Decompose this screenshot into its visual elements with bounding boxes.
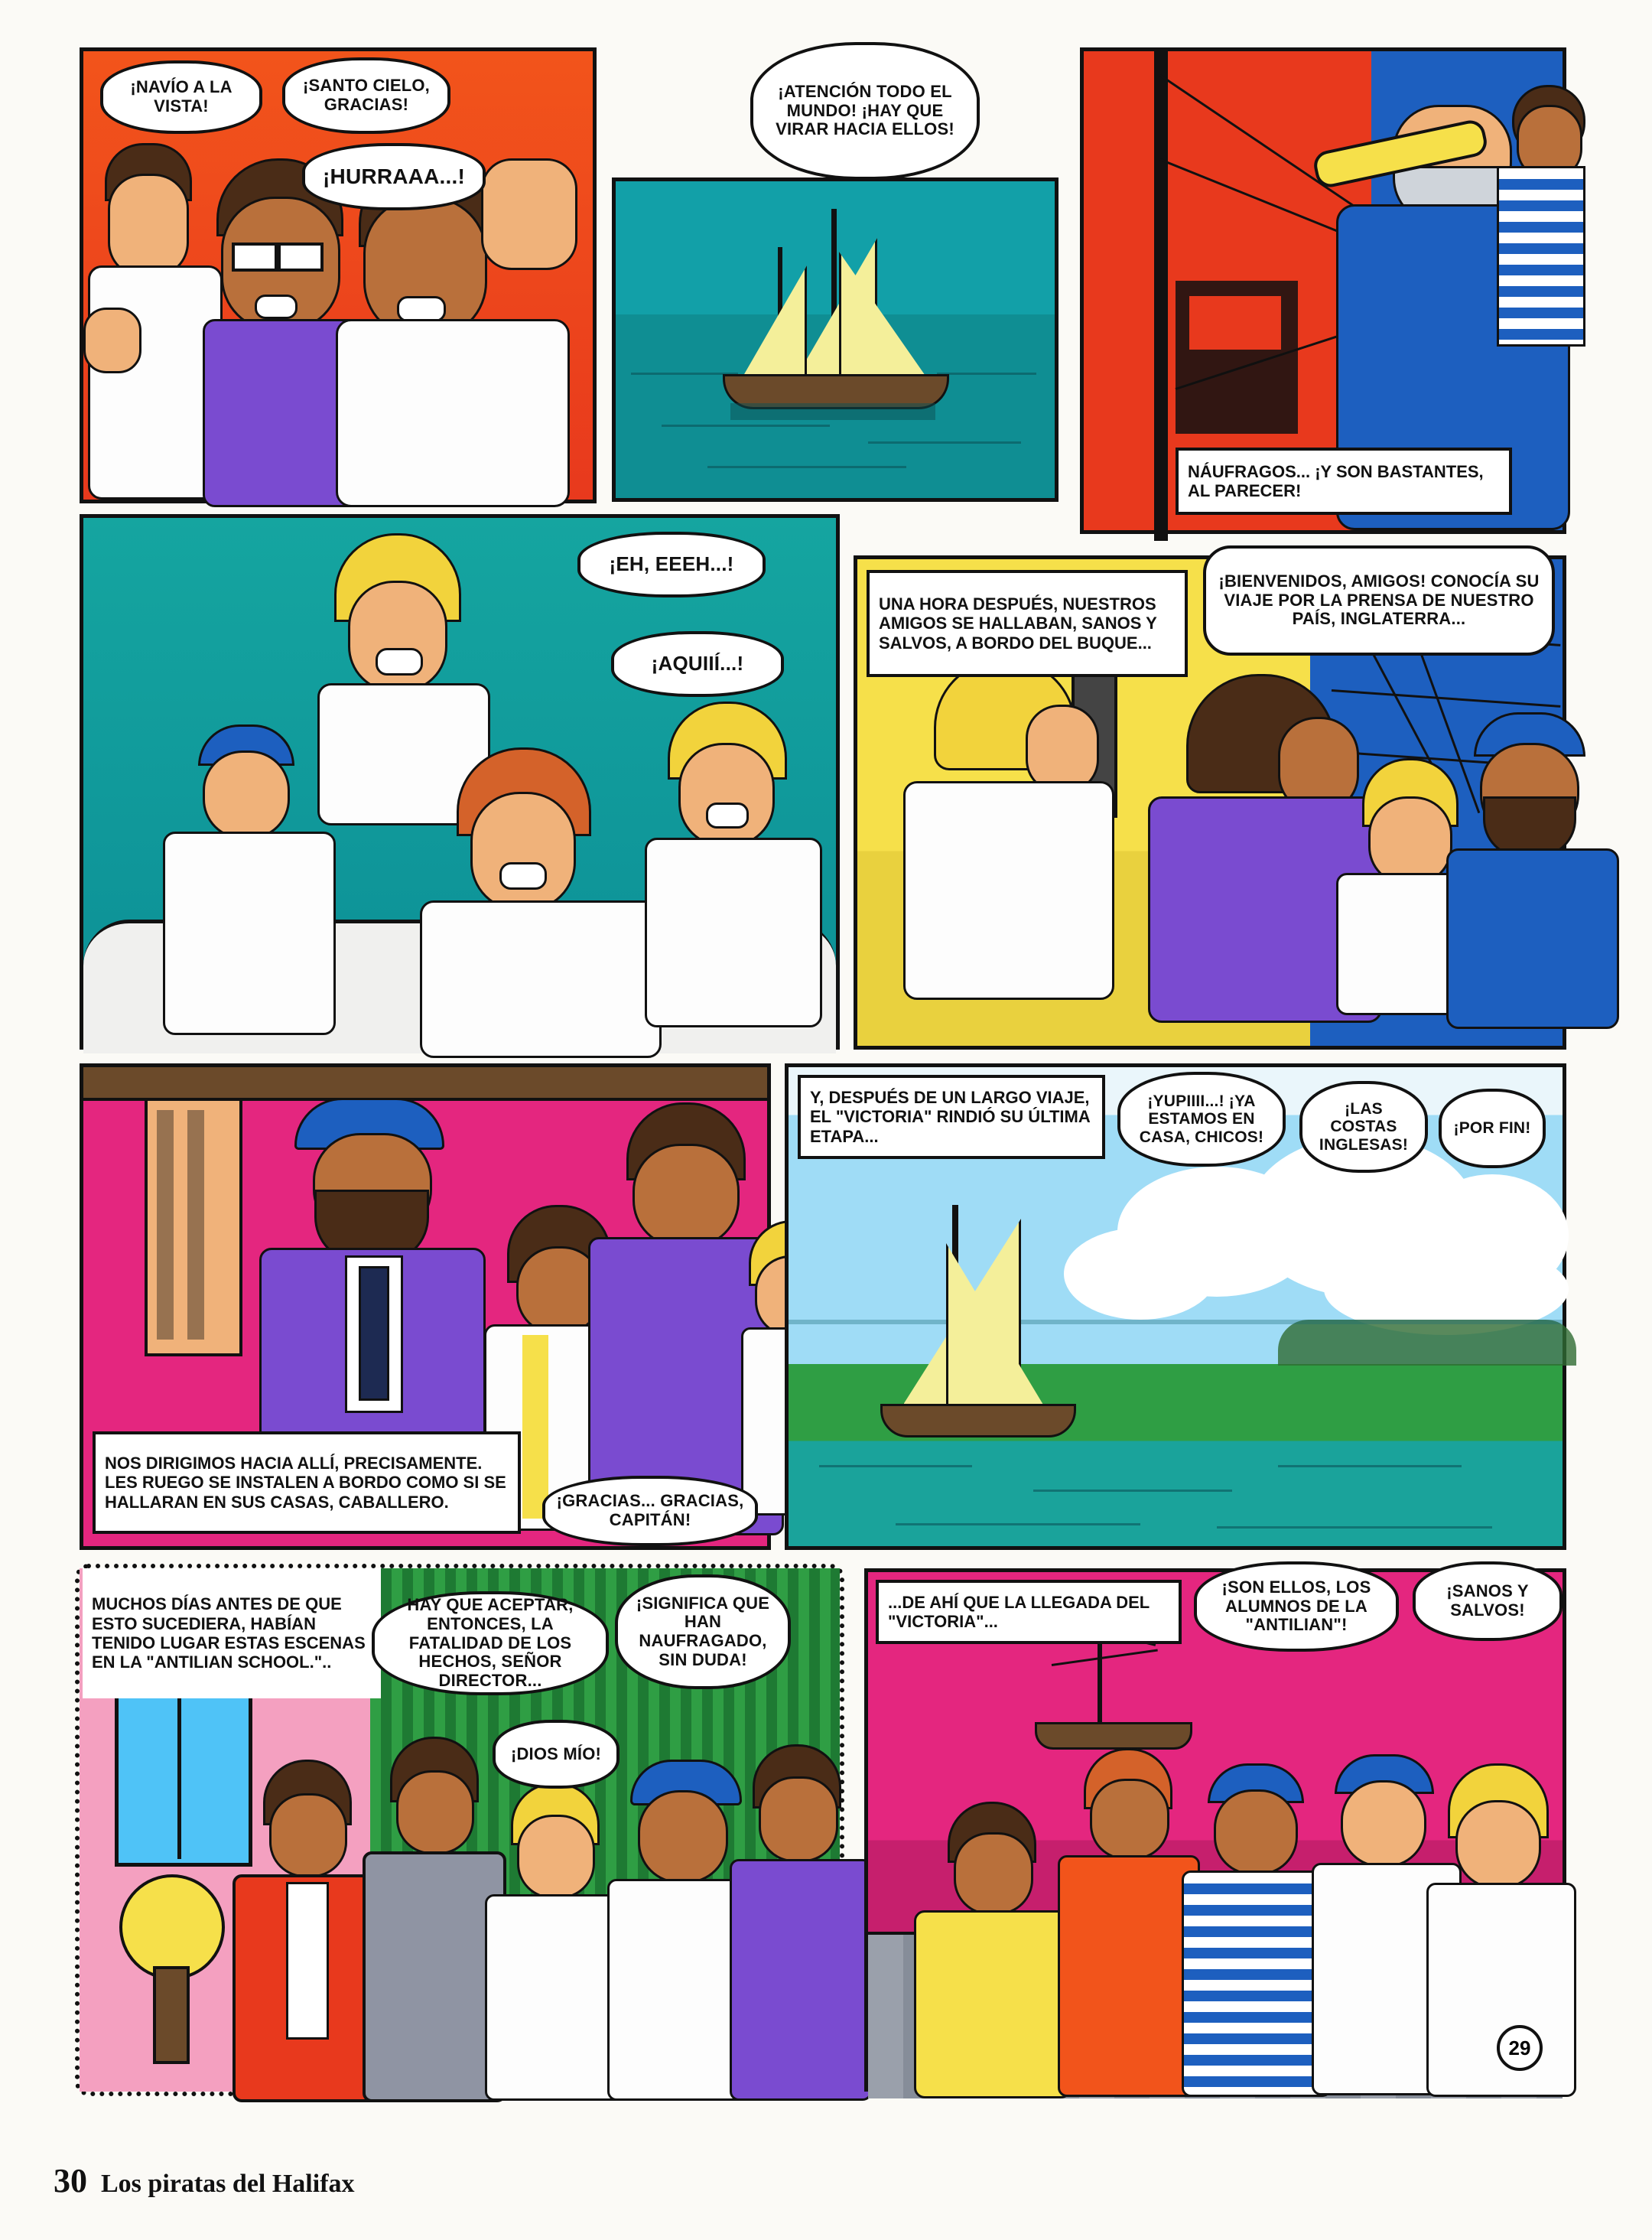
caption-nos-dirigimos	[93, 1431, 521, 1534]
panel-captain-spyglass	[1080, 47, 1566, 534]
page-marker	[1497, 2025, 1543, 2071]
balloon-sanos-y-salvos	[1413, 1561, 1563, 1641]
caption-y-despues-de-un-largo-viaje	[798, 1075, 1105, 1159]
balloon-gracias-capitan	[542, 1476, 758, 1546]
panel-9-artwork	[868, 1572, 1563, 2088]
caption-text: NOS DIRIGIMOS HACIA ALLÍ, PRECISAMENTE. LES RUEGO SE INSTALEN A BORDO COMO SI SE HALLARAN EN SUS CASAS, CABALLERO.	[105, 1454, 506, 1512]
balloon-text: ¡NAVÍO A LA VISTA!	[130, 77, 233, 116]
balloon-text: ¡AQUIIÍ...!	[651, 652, 744, 676]
folio-number: 30	[54, 2162, 87, 2199]
panel-schooner-at-sea	[612, 82, 1059, 502]
balloon-text: ¡YUPIIII...! ¡YA ESTAMOS EN CASA, CHICOS!	[1139, 1092, 1264, 1146]
balloon-eh-eeeh	[577, 532, 766, 597]
caption-text: ...DE AHÍ QUE LA LLEGADA DEL "VICTORIA"...	[888, 1592, 1150, 1631]
balloon-text: ¡DIOS MÍO!	[510, 1743, 602, 1763]
panel-4-artwork	[83, 518, 836, 1046]
caption-muchos-dias-antes	[83, 1568, 381, 1698]
panel-harbour-welcome	[864, 1568, 1566, 2092]
page-footer	[54, 2161, 355, 2200]
balloon-text: ¡SON ELLOS, LOS ALUMNOS DE LA "ANTILIAN"!	[1221, 1577, 1371, 1635]
panel-castaways-waving	[80, 514, 840, 1050]
balloon-text: ¡SANTO CIELO, GRACIAS!	[303, 76, 430, 114]
balloon-yupiii	[1117, 1072, 1286, 1167]
balloon-bienvenidos-amigos	[1203, 545, 1555, 656]
balloon-las-costas-inglesas	[1299, 1081, 1428, 1173]
balloon-dios-mio	[493, 1720, 620, 1789]
balloon-text: ¡HURRAAA...!	[323, 164, 465, 189]
caption-text: MUCHOS DÍAS ANTES DE QUE ESTO SUCEDIERA, HABÍAN TENIDO LUGAR ESTAS ESCENAS EN LA "ANTILIAN SCHOOL."..	[92, 1594, 366, 1672]
caption-text: NÁUFRAGOS... ¡Y SON BASTANTES, AL PARECER!	[1188, 461, 1484, 500]
balloon-significa-que-han-naufragado	[615, 1574, 791, 1689]
balloon-text: ¡POR FIN!	[1453, 1119, 1531, 1138]
balloon-navio-a-la-vista	[100, 60, 262, 134]
caption-de-ahi-que-la-llegada	[876, 1580, 1182, 1644]
balloon-son-ellos	[1194, 1561, 1399, 1652]
caption-text: Y, DESPUÉS DE UN LARGO VIAJE, EL "VICTORIA" RINDIÓ SU ÚLTIMA ETAPA...	[810, 1088, 1090, 1146]
story-title: Los piratas del Halifax	[101, 2170, 355, 2198]
balloon-aquiii	[611, 631, 784, 697]
balloon-text: ¡ATENCIÓN TODO EL MUNDO! ¡HAY QUE VIRAR HACIA ELLOS!	[776, 82, 954, 139]
balloon-text: ¡SIGNIFICA QUE HAN NAUFRAGADO, SIN DUDA!	[636, 1593, 770, 1669]
caption-text: UNA HORA DESPUÉS, NUESTROS AMIGOS SE HALLABAN, SANOS Y SALVOS, A BORDO DEL BUQUE...	[879, 594, 1157, 653]
page-marker-text: 29	[1508, 2036, 1531, 2059]
balloon-santo-cielo	[282, 57, 450, 134]
balloon-hay-que-aceptar	[372, 1591, 609, 1695]
balloon-hurraaa	[302, 143, 486, 210]
panel-crew-cheering	[80, 47, 597, 503]
panel-aboard-the-ship	[854, 555, 1566, 1050]
panel-antilian-school-office	[80, 1568, 840, 2092]
balloon-text: ¡EH, EEEH...!	[609, 552, 734, 576]
balloon-text: ¡SANOS Y SALVOS!	[1446, 1581, 1529, 1620]
panel-victoria-arriving	[785, 1063, 1566, 1550]
panel-2-artwork	[616, 181, 1055, 498]
balloon-atencion-todo-el-mundo	[750, 42, 980, 180]
caption-una-hora-despues	[867, 570, 1188, 677]
balloon-por-fin	[1439, 1089, 1546, 1168]
balloon-text: ¡GRACIAS... GRACIAS, CAPITÁN!	[556, 1491, 744, 1529]
panel-captain-and-students	[80, 1063, 771, 1550]
caption-naufragos	[1176, 448, 1512, 515]
balloon-text: HAY QUE ACEPTAR, ENTONCES, LA FATALIDAD DE LOS HECHOS, SEÑOR DIRECTOR...	[407, 1595, 574, 1690]
balloon-text: ¡BIENVENIDOS, AMIGOS! CONOCÍA SU VIAJE POR LA PRENSA DE NUESTRO PAÍS, INGLATERRA...	[1218, 571, 1540, 629]
balloon-text: ¡LAS COSTAS INGLESAS!	[1319, 1099, 1409, 1154]
